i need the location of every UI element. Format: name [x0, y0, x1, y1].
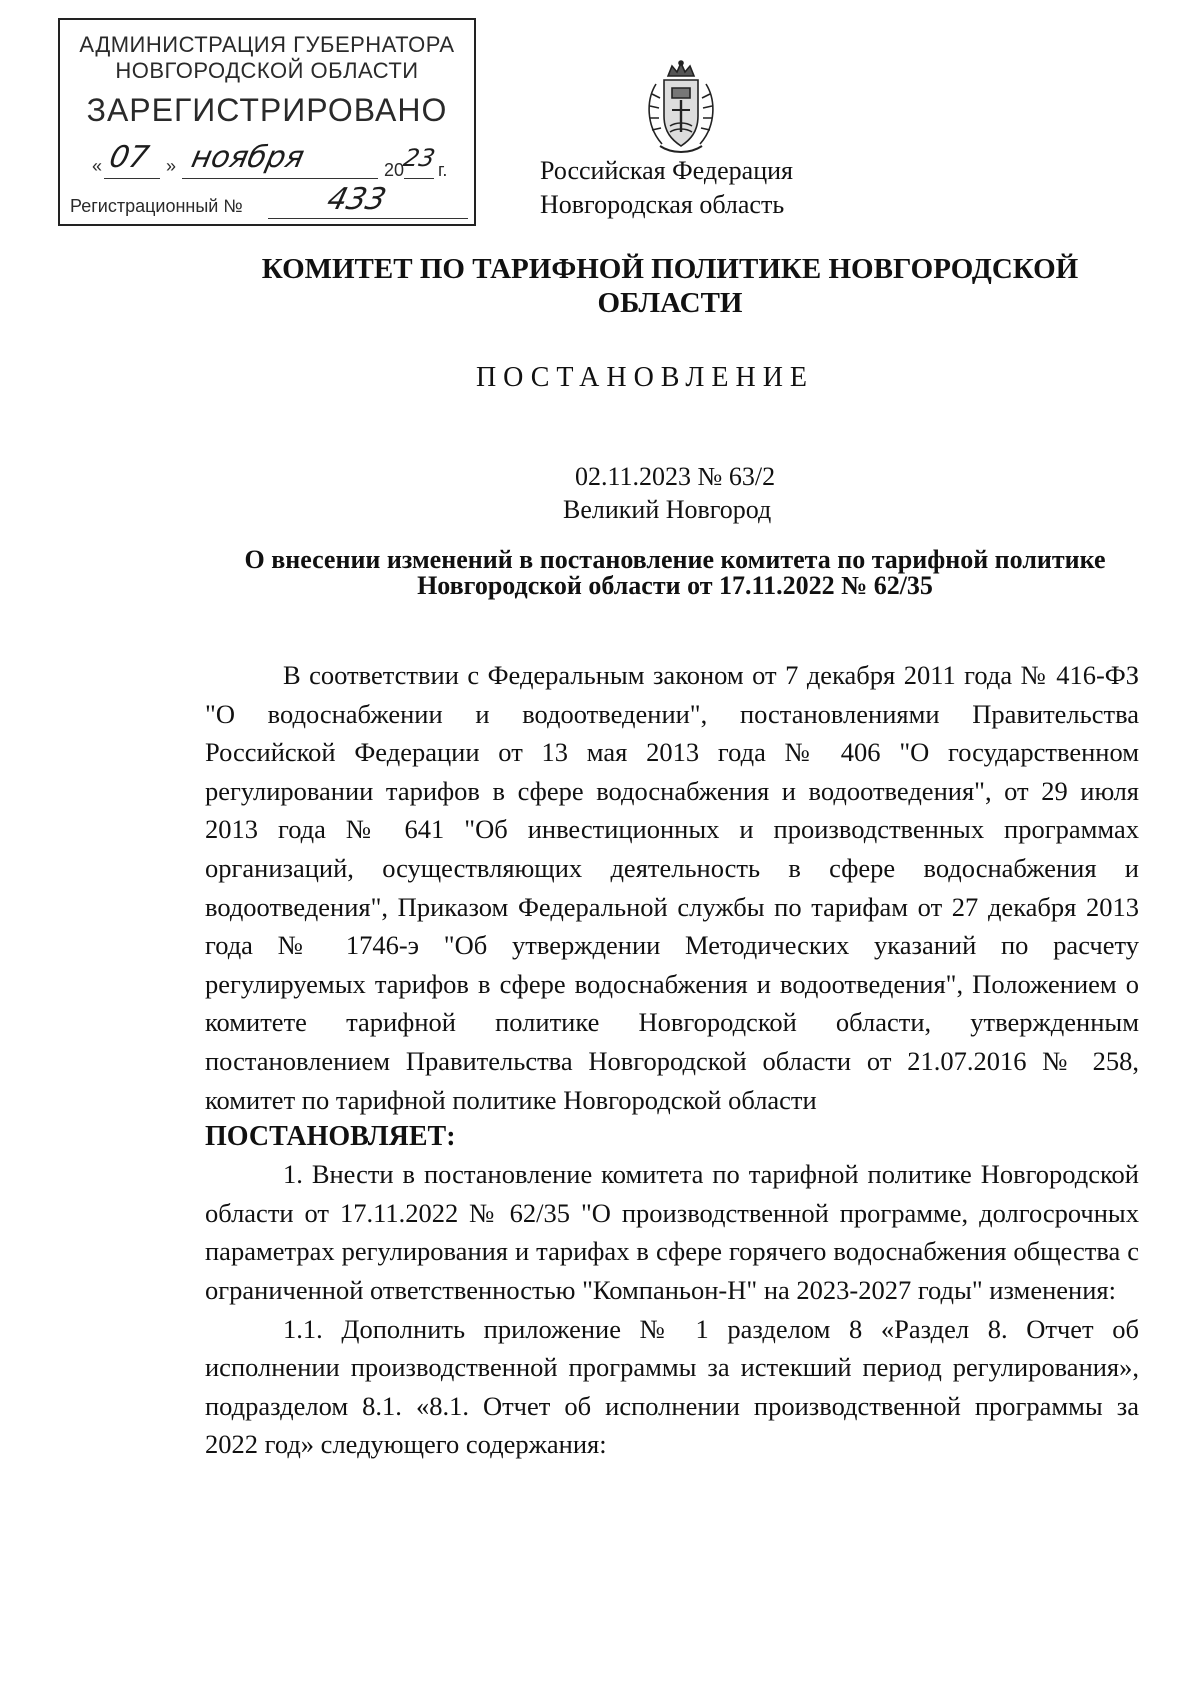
resolve-heading: ПОСТАНОВЛЯЕТ:	[205, 1121, 456, 1153]
document-subject	[205, 547, 1145, 599]
stamp-organization	[60, 32, 474, 84]
registration-stamp	[58, 18, 476, 226]
stamp-registration-row	[70, 182, 470, 222]
coat-of-arms-icon	[642, 60, 720, 156]
region-name: Новгородская область	[540, 190, 785, 219]
city: Великий Новгород	[563, 495, 772, 524]
preamble-paragraph: В соответствии с Федеральным законом от 7 декабря 2011 года № 416-ФЗ "О водоснабжении и водоотведении", постановлениями Правительства Российской Федерации от 13 мая 2013 года № 406 "О государственном регулировании тарифов в сфере водоснабжения и водоотведения", от 29 июля 2013 года № 641 "Об инвестиционных и производственных программах организаций, осуществляющих деятельность в сфере водоснабжения и водоотведения", Приказом Федеральной службы по тарифам от 27 декабря 2013 года № 1746-э "Об утверждении Методических указаний по расчету регулируемых тарифов в сфере водоснабжения и водоотведения", Положением о комитете тарифной политике Новгородской области, утвержденным постановлением Правительства Новгородской области от 21.07.2016 № 258, комитет по тарифной политике Новгородской области	[205, 660, 1139, 1115]
stamp-date-row: « 07 » ноября 20 23 г.	[92, 140, 448, 180]
subject-line1: О внесении изменений в постановление комитета по тарифной политике	[244, 545, 1106, 574]
document-date-block	[563, 460, 776, 526]
stamp-org-line1: АДМИНИСТРАЦИЯ ГУБЕРНАТОРА	[79, 32, 455, 57]
stamp-day: 07	[106, 140, 152, 175]
country-name: Российская Федерация	[540, 156, 793, 185]
subject-line2: Новгородской области от 17.11.2022 № 62/35	[417, 571, 933, 600]
stamp-year-mark: г.	[438, 160, 448, 180]
stamp-month: ноября	[188, 140, 308, 175]
document-body	[205, 656, 1139, 1464]
document-type: ПОСТАНОВЛЕНИЕ	[475, 362, 815, 393]
country-region	[540, 154, 793, 222]
stamp-reg-label: Регистрационный №	[70, 196, 243, 216]
stamp-registered: ЗАРЕГИСТРИРОВАНО	[86, 92, 448, 128]
committee-title: КОМИТЕТ ПО ТАРИФНОЙ ПОЛИТИКЕ НОВГОРОДСКОЙ ОБЛАСТИ	[261, 253, 1079, 319]
stamp-reg-number: 433	[323, 182, 390, 217]
date-number: 02.11.2023 № 63/2	[575, 462, 776, 491]
stamp-year-prefix: 20	[384, 160, 405, 180]
item-1: 1. Внести в постановление комитета по тарифной политике Новгородской области от 17.11.2022 № 62/35 "О производственной программе, долгосрочных параметрах регулирования и тарифах в сфере горячего водоснабжения общества с ограниченной ответственностью "Компаньон-Н" на 2023-2027 годы" изменения:	[205, 1159, 1139, 1305]
stamp-year-suffix: 23	[401, 144, 438, 172]
stamp-org-line2: НОВГОРОДСКОЙ ОБЛАСТИ	[115, 58, 419, 83]
item-1-1: 1.1. Дополнить приложение № 1 разделом 8 «Раздел 8. Отчет об исполнении производственной программы за истекший период регулирования», подразделом 8.1. «8.1. Отчет об исполнении производственной программы за 2022 год» следующего содержания:	[205, 1313, 1139, 1460]
